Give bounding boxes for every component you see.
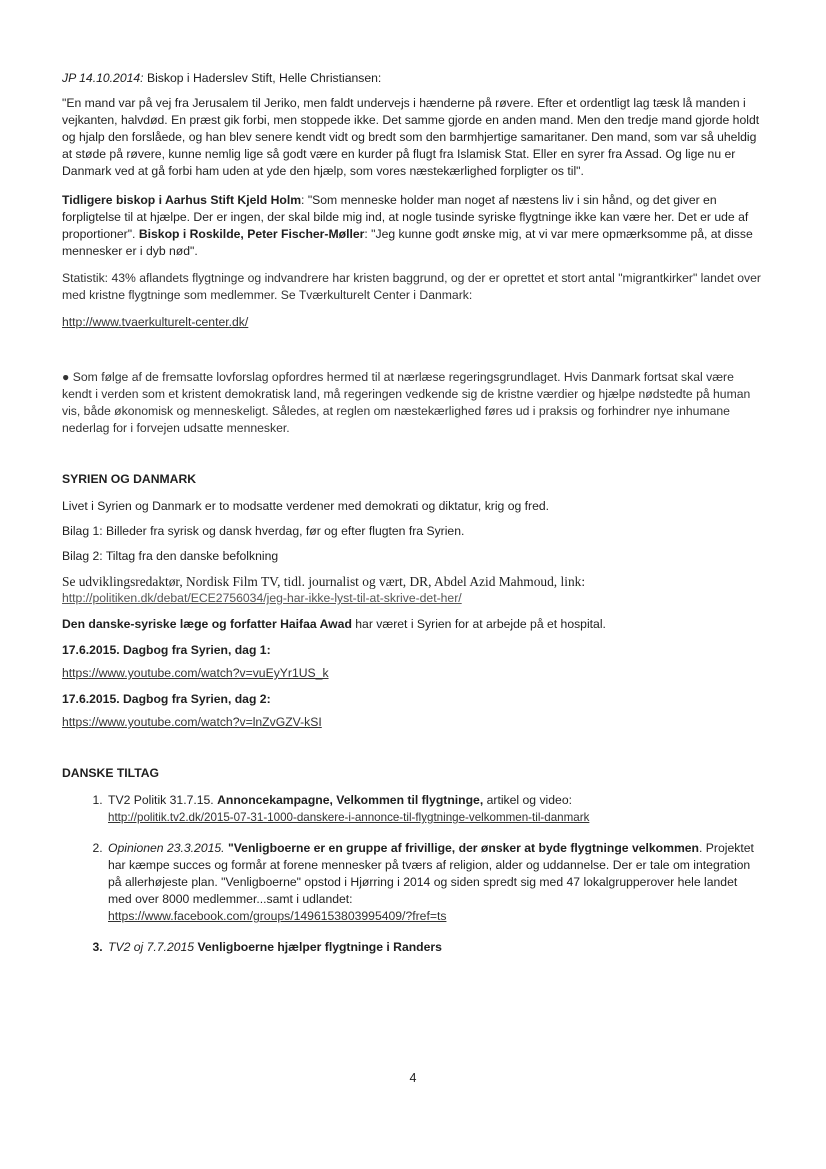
tiltag-1-prefix: TV2 Politik 31.7.15. <box>108 793 218 807</box>
document-page <box>62 70 762 970</box>
bilag-2: Bilag 2: Tiltag fra den danske befolkning <box>62 549 279 563</box>
list-item <box>106 792 762 826</box>
tiltag-1-bold: Annoncekampagne, Velkommen til flygtninge, <box>217 793 484 807</box>
page-number: 4 <box>409 1071 417 1085</box>
speaker-kjeld-holm: Tidligere biskop i Aarhus Stift Kjeld Holm <box>62 193 302 207</box>
statistic-paragraph: Statistik: 43% aflandets flygtninge og indvandrere har kristen baggrund, og der er oprettet et stort antal "migrantkirker" landet over med kristne flygtninge som medlemmer. Se Tværkulturelt Center i Danmark: <box>62 271 761 302</box>
heading-syrien-og-danmark: SYRIEN OG DANMARK <box>62 472 197 486</box>
heading-danske-tiltag: DANSKE TILTAG <box>62 766 160 780</box>
source-date: JP 14.10.2014: <box>62 71 144 85</box>
dagbog-1-title: 17.6.2015. Dagbog fra Syrien, dag 1: <box>62 643 271 657</box>
awad-line <box>62 616 762 633</box>
quote-kjeld-holm: : "Som menneske holder man noget af næstens liv i sin hånd, og det giver en forpligtelse til at hjælpe. Der er ingen, der skal bilde mig ind, at nogle tusinde syriske flygtninge ikke kan være her. Det er ude af proportioner". <box>62 193 749 241</box>
awad-rest: har været i Syrien for at arbejde på et hospital. <box>351 617 606 631</box>
link-dagbog-2[interactable]: https://www.youtube.com/watch?v=lnZvGZV-kSI <box>62 715 322 729</box>
link-politiken[interactable]: http://politiken.dk/debat/ECE2756034/jeg-har-ikke-lyst-til-at-skrive-det-her/ <box>62 591 462 605</box>
tiltag-2-bold: "Venligboerne er en gruppe af frivillige, der ønsker at byde flygtninge velkommen <box>227 841 700 855</box>
source-author: Biskop i Haderslev Stift, Helle Christiansen: <box>146 71 382 85</box>
syrien-line-1: Livet i Syrien og Danmark er to modsatte verdener med demokrati og diktatur, krig og fred. <box>62 499 550 513</box>
bullet-paragraph <box>62 369 762 437</box>
redaktor-line: Se udviklingsredaktør, Nordisk Film TV, tidl. journalist og vært, DR, Abdel Azid Mahmoud, link: <box>62 574 586 589</box>
tiltag-2-prefix: Opinionen 23.3.2015. <box>108 841 228 855</box>
dagbog-2-title: 17.6.2015. Dagbog fra Syrien, dag 2: <box>62 692 271 706</box>
link-tv2-annonce[interactable]: http://politik.tv2.dk/2015-07-31-1000-danskere-i-annonce-til-flygtninge-velkommen-til-danmark <box>108 811 590 824</box>
tiltag-2-rest: . Projektet har kæmpe succes og formår at forene mennesker på tværs af religion, alder og uddannelse. Der er tale om integration på allerhøjeste plan. "Venligboerne" opstod i Hjørring i 2014 og siden spredt sig med 47 lokalgrupperover hele landet med over 8000 medlemmer...samt i udlandet: <box>108 841 754 906</box>
link-tvaerkulturelt[interactable]: http://www.tvaerkulturelt-center.dk/ <box>62 315 249 329</box>
bilag-1: Bilag 1: Billeder fra syrisk og dansk hverdag, før og efter flugten fra Syrien. <box>62 524 465 538</box>
quote-paragraph: "En mand var på vej fra Jerusalem til Jeriko, men faldt undervejs i hænderne på røvere. Efter et ordentligt lag tæsk lå manden i vejkanten, halvdød. En præst gik forbi, men stoppede ikke. Det samme gjorde en anden mand. Men den tredje mand gjorde holdt og hjalp den forslåede, og han blev senere kendt vidt og bredt som den barmhjertige samaritaner. Den mand, som var så uheldig at støde på røvere, kunne nemlig lige så godt være en kurder på flugt fra Islamisk Stat. Eller en syrer fra Assad. Og lige nu er Danmark ved at gå forbi ham uden at yde den hjælp, som vores næstekærlighed forpligter os til". <box>62 96 760 178</box>
bullet-dot-icon: ● <box>62 370 70 384</box>
tiltag-list <box>62 792 762 956</box>
list-item <box>106 939 762 956</box>
tiltag-3-prefix: TV2 oj 7.7.2015 <box>108 940 198 954</box>
tiltag-3-bold: Venligboerne hjælper flygtninge i Randers <box>197 940 442 954</box>
quote-peter-fischer-moller: : "Jeg kunne godt ønske mig, at vi var mere opmærksomme på, at disse mennesker er i dyb nød". <box>62 227 753 258</box>
awad-name: Den danske-syriske læge og forfatter Haifaa Awad <box>62 617 352 631</box>
source-line <box>62 70 762 87</box>
link-facebook-venligboerne[interactable]: https://www.facebook.com/groups/1496153803995409/?fref=ts <box>108 909 447 923</box>
bullet-text: Som følge af de fremsatte lovforslag opfordres hermed til at nærlæse regeringsgrundlaget. Hvis Danmark fortsat skal være kendt i verden som et kristent demokratisk land, må regeringen vedkende sig de kristne værdier og hjælpe nødstedte på human vis, både økonomisk og menneskeligt. Således, at reglen om næstekærlighed føres ud i praksis og forhindrer nye inhumane nederlag for i forvejen udsatte mennesker. <box>62 370 751 435</box>
tiltag-1-rest: artikel og video: <box>483 793 572 807</box>
list-item <box>106 840 762 925</box>
link-dagbog-1[interactable]: https://www.youtube.com/watch?v=vuEyYr1US_k <box>62 666 329 680</box>
speaker-peter-fischer-moller: Biskop i Roskilde, Peter Fischer-Møller <box>138 227 365 241</box>
bishops-quote-paragraph <box>62 192 762 260</box>
